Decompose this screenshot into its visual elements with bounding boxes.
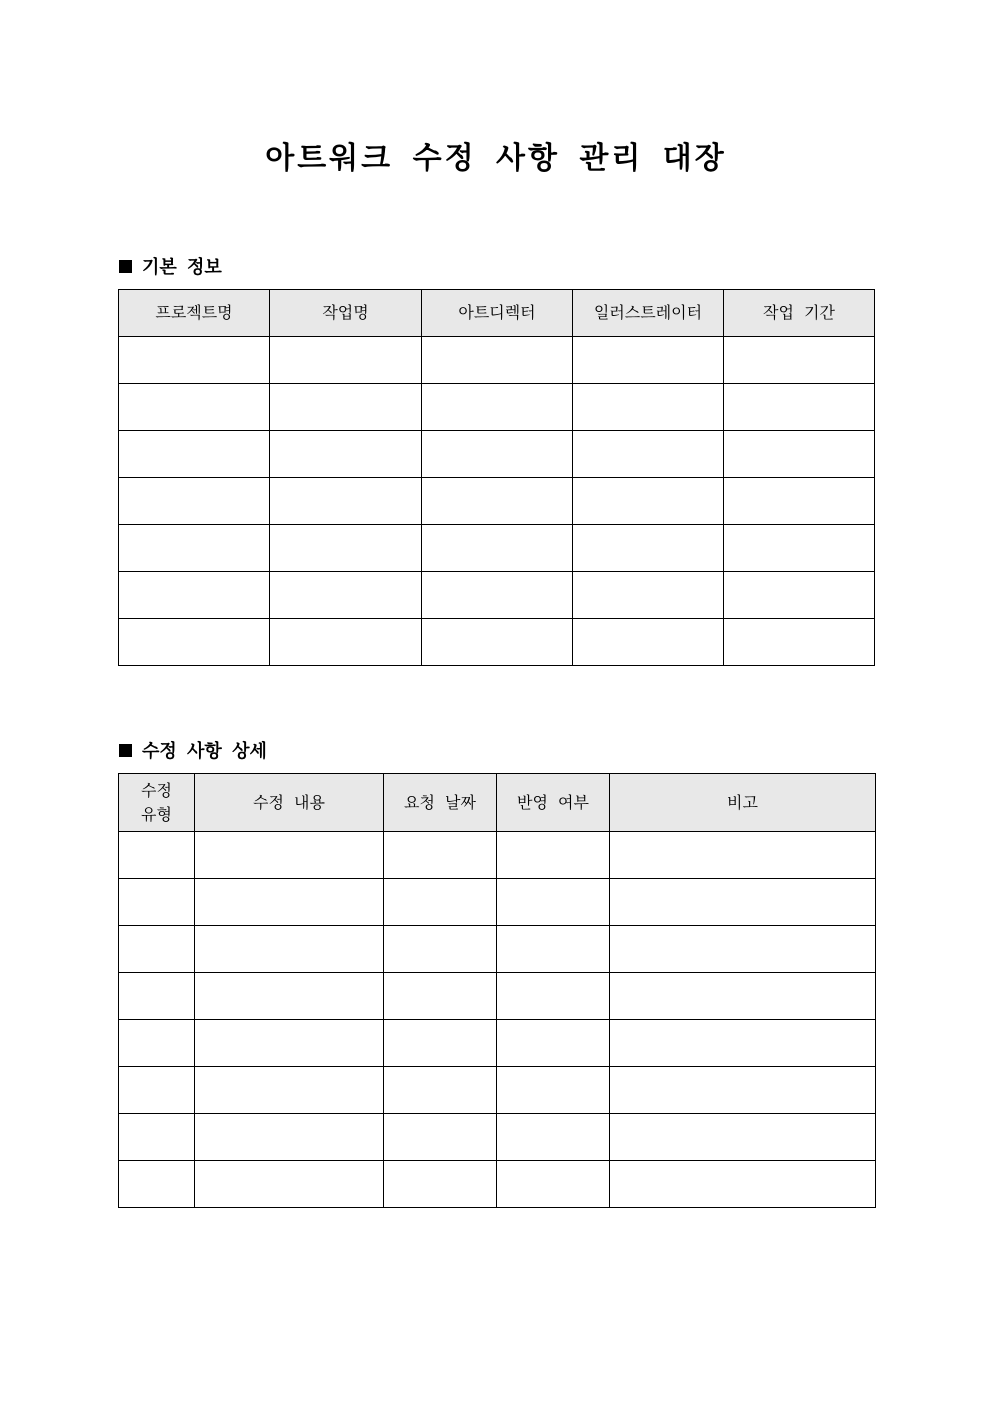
revision-detail-row [119, 1161, 876, 1208]
applied-status-cell[interactable] [497, 926, 610, 973]
art-director-cell[interactable] [422, 384, 573, 431]
remarks-cell[interactable] [610, 1067, 876, 1114]
illustrator-cell[interactable] [573, 384, 724, 431]
basic-info-row [119, 431, 875, 478]
illustrator-cell[interactable] [573, 431, 724, 478]
basic-info-header-row [119, 290, 875, 337]
revision-type-cell[interactable] [119, 973, 195, 1020]
illustrator-cell[interactable] [573, 619, 724, 666]
art-director-cell[interactable] [422, 525, 573, 572]
project-name-cell[interactable] [119, 572, 270, 619]
art-director-cell[interactable] [422, 619, 573, 666]
task-name-cell[interactable] [270, 619, 422, 666]
applied-status-cell[interactable] [497, 832, 610, 879]
revision-detail-row [119, 1114, 876, 1161]
revision-content-cell[interactable] [195, 832, 384, 879]
basic-info-row [119, 572, 875, 619]
basic-info-heading [119, 253, 222, 279]
project-name-cell[interactable] [119, 431, 270, 478]
remarks-cell[interactable] [610, 1114, 876, 1161]
revision-detail-row [119, 926, 876, 973]
request-date-cell[interactable] [384, 926, 497, 973]
applied-status-cell[interactable] [497, 1020, 610, 1067]
col-header-applied-status: 반영 여부 [497, 774, 610, 832]
illustrator-cell[interactable] [573, 572, 724, 619]
col-header-revision-type: 수정 유형 [119, 774, 195, 832]
col-header-illustrator: 일러스트레이터 [573, 290, 724, 337]
task-name-cell[interactable] [270, 478, 422, 525]
art-director-cell[interactable] [422, 337, 573, 384]
task-name-cell[interactable] [270, 337, 422, 384]
basic-info-row [119, 337, 875, 384]
task-name-cell[interactable] [270, 572, 422, 619]
revision-type-cell[interactable] [119, 1114, 195, 1161]
revision-detail-heading-label: 수정 사항 상세 [142, 741, 267, 762]
task-name-cell[interactable] [270, 384, 422, 431]
square-bullet-icon [119, 744, 132, 757]
revision-detail-row [119, 1067, 876, 1114]
col-header-work-period: 작업 기간 [724, 290, 875, 337]
request-date-cell[interactable] [384, 879, 497, 926]
remarks-cell[interactable] [610, 926, 876, 973]
basic-info-row [119, 619, 875, 666]
applied-status-cell[interactable] [497, 1161, 610, 1208]
revision-content-cell[interactable] [195, 1067, 384, 1114]
revision-detail-heading [119, 737, 267, 763]
applied-status-cell[interactable] [497, 973, 610, 1020]
work-period-cell[interactable] [724, 337, 875, 384]
work-period-cell[interactable] [724, 478, 875, 525]
col-header-request-date: 요청 날짜 [384, 774, 497, 832]
revision-detail-table [118, 773, 876, 1208]
art-director-cell[interactable] [422, 572, 573, 619]
work-period-cell[interactable] [724, 384, 875, 431]
illustrator-cell[interactable] [573, 478, 724, 525]
request-date-cell[interactable] [384, 1067, 497, 1114]
request-date-cell[interactable] [384, 1161, 497, 1208]
revision-type-cell[interactable] [119, 1161, 195, 1208]
revision-type-cell[interactable] [119, 1067, 195, 1114]
revision-detail-row [119, 1020, 876, 1067]
project-name-cell[interactable] [119, 337, 270, 384]
project-name-cell[interactable] [119, 525, 270, 572]
revision-content-cell[interactable] [195, 1161, 384, 1208]
col-header-remarks: 비고 [610, 774, 876, 832]
revision-content-cell[interactable] [195, 879, 384, 926]
basic-info-row [119, 384, 875, 431]
revision-type-cell[interactable] [119, 926, 195, 973]
col-header-revision-content: 수정 내용 [195, 774, 384, 832]
project-name-cell[interactable] [119, 478, 270, 525]
remarks-cell[interactable] [610, 1161, 876, 1208]
task-name-cell[interactable] [270, 431, 422, 478]
revision-detail-row [119, 832, 876, 879]
revision-detail-row [119, 879, 876, 926]
project-name-cell[interactable] [119, 384, 270, 431]
request-date-cell[interactable] [384, 832, 497, 879]
col-header-art-director: 아트디렉터 [422, 290, 573, 337]
work-period-cell[interactable] [724, 431, 875, 478]
basic-info-table [118, 289, 875, 666]
art-director-cell[interactable] [422, 478, 573, 525]
applied-status-cell[interactable] [497, 1114, 610, 1161]
remarks-cell[interactable] [610, 1020, 876, 1067]
revision-content-cell[interactable] [195, 1020, 384, 1067]
revision-content-cell[interactable] [195, 973, 384, 1020]
illustrator-cell[interactable] [573, 337, 724, 384]
remarks-cell[interactable] [610, 973, 876, 1020]
applied-status-cell[interactable] [497, 1067, 610, 1114]
request-date-cell[interactable] [384, 1020, 497, 1067]
square-bullet-icon [119, 260, 132, 273]
work-period-cell[interactable] [724, 572, 875, 619]
col-header-project-name: 프로젝트명 [119, 290, 270, 337]
basic-info-heading-label: 기본 정보 [142, 257, 222, 278]
request-date-cell[interactable] [384, 1114, 497, 1161]
applied-status-cell[interactable] [497, 879, 610, 926]
project-name-cell[interactable] [119, 619, 270, 666]
remarks-cell[interactable] [610, 879, 876, 926]
col-header-task-name: 작업명 [270, 290, 422, 337]
basic-info-row [119, 478, 875, 525]
revision-detail-header-row [119, 774, 876, 832]
revision-type-cell[interactable] [119, 1020, 195, 1067]
revision-content-cell[interactable] [195, 926, 384, 973]
basic-info-row [119, 525, 875, 572]
revision-content-cell[interactable] [195, 1114, 384, 1161]
work-period-cell[interactable] [724, 619, 875, 666]
art-director-cell[interactable] [422, 431, 573, 478]
illustrator-cell[interactable] [573, 525, 724, 572]
revision-type-cell[interactable] [119, 832, 195, 879]
page-title: 아트워크 수정 사항 관리 대장 [265, 141, 727, 176]
work-period-cell[interactable] [724, 525, 875, 572]
remarks-cell[interactable] [610, 832, 876, 879]
task-name-cell[interactable] [270, 525, 422, 572]
request-date-cell[interactable] [384, 973, 497, 1020]
revision-detail-row [119, 973, 876, 1020]
revision-type-cell[interactable] [119, 879, 195, 926]
